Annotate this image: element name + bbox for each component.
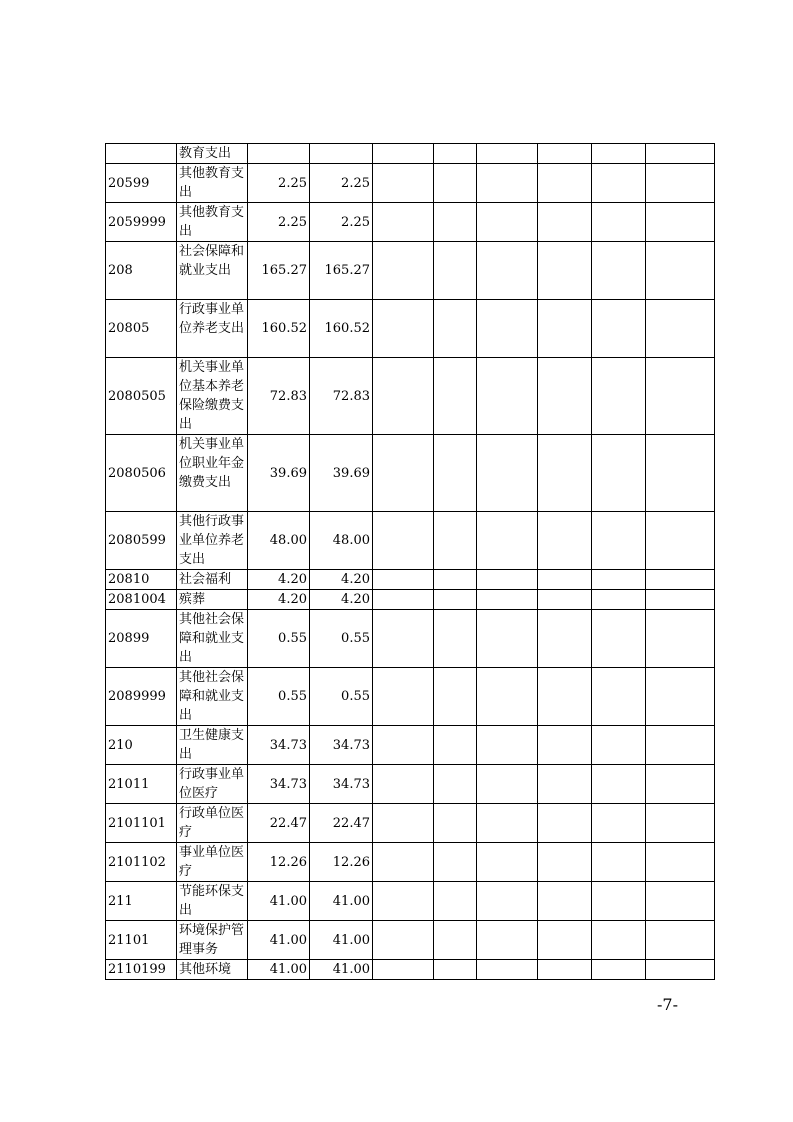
empty-cell xyxy=(373,300,434,358)
empty-cell xyxy=(373,610,434,668)
empty-cell xyxy=(592,570,646,590)
amount-basic: 12.26 xyxy=(310,843,373,882)
empty-cell xyxy=(373,203,434,242)
empty-cell xyxy=(434,843,477,882)
item-name: 其他行政事业单位养老支出 xyxy=(177,512,248,570)
amount-basic: 34.73 xyxy=(310,765,373,804)
empty-cell xyxy=(592,590,646,610)
empty-cell xyxy=(646,960,715,980)
empty-cell xyxy=(646,242,715,300)
amount-basic: 72.83 xyxy=(310,358,373,435)
amount-total: 160.52 xyxy=(248,300,310,358)
amount-total: 41.00 xyxy=(248,882,310,921)
amount-total: 39.69 xyxy=(248,435,310,512)
empty-cell xyxy=(538,144,592,164)
empty-cell xyxy=(373,358,434,435)
empty-cell xyxy=(592,358,646,435)
empty-cell xyxy=(373,242,434,300)
amount-basic: 4.20 xyxy=(310,570,373,590)
empty-cell xyxy=(477,765,538,804)
item-name: 教育支出 xyxy=(177,144,248,164)
empty-cell xyxy=(477,164,538,203)
empty-cell xyxy=(646,668,715,726)
item-name: 其他教育支出 xyxy=(177,164,248,203)
empty-cell xyxy=(477,960,538,980)
item-code: 210 xyxy=(106,726,177,765)
item-code: 2080505 xyxy=(106,358,177,435)
table-row xyxy=(106,882,715,921)
item-name: 机关事业单位基本养老保险缴费支出 xyxy=(177,358,248,435)
table-row xyxy=(106,804,715,843)
empty-cell xyxy=(646,804,715,843)
empty-cell xyxy=(477,590,538,610)
empty-cell xyxy=(373,921,434,960)
empty-cell xyxy=(477,668,538,726)
amount-basic: 41.00 xyxy=(310,882,373,921)
empty-cell xyxy=(592,668,646,726)
item-name: 社会保障和就业支出 xyxy=(177,242,248,300)
empty-cell xyxy=(434,570,477,590)
table-row xyxy=(106,144,715,164)
item-name: 节能环保支出 xyxy=(177,882,248,921)
empty-cell xyxy=(477,921,538,960)
empty-cell xyxy=(646,570,715,590)
amount-basic: 22.47 xyxy=(310,804,373,843)
empty-cell xyxy=(646,765,715,804)
item-code: 21101 xyxy=(106,921,177,960)
item-code: 20599 xyxy=(106,164,177,203)
item-code: 2110199 xyxy=(106,960,177,980)
amount-basic xyxy=(310,144,373,164)
amount-total: 41.00 xyxy=(248,921,310,960)
empty-cell xyxy=(373,804,434,843)
item-name: 行政事业单位养老支出 xyxy=(177,300,248,358)
amount-total: 34.73 xyxy=(248,726,310,765)
empty-cell xyxy=(373,570,434,590)
empty-cell xyxy=(434,242,477,300)
item-code xyxy=(106,144,177,164)
item-name: 行政单位医疗 xyxy=(177,804,248,843)
item-name: 其他社会保障和就业支出 xyxy=(177,668,248,726)
amount-total: 48.00 xyxy=(248,512,310,570)
table-row xyxy=(106,242,715,300)
table-row xyxy=(106,203,715,242)
empty-cell xyxy=(538,765,592,804)
empty-cell xyxy=(538,358,592,435)
amount-basic: 34.73 xyxy=(310,726,373,765)
empty-cell xyxy=(538,610,592,668)
amount-basic: 41.00 xyxy=(310,960,373,980)
empty-cell xyxy=(477,300,538,358)
empty-cell xyxy=(434,765,477,804)
empty-cell xyxy=(477,843,538,882)
empty-cell xyxy=(477,242,538,300)
empty-cell xyxy=(373,960,434,980)
empty-cell xyxy=(538,570,592,590)
empty-cell xyxy=(592,804,646,843)
table-row xyxy=(106,921,715,960)
empty-cell xyxy=(477,358,538,435)
empty-cell xyxy=(477,804,538,843)
empty-cell xyxy=(434,300,477,358)
empty-cell xyxy=(646,164,715,203)
empty-cell xyxy=(592,882,646,921)
empty-cell xyxy=(646,358,715,435)
empty-cell xyxy=(538,921,592,960)
empty-cell xyxy=(592,435,646,512)
empty-cell xyxy=(646,921,715,960)
item-name: 社会福利 xyxy=(177,570,248,590)
empty-cell xyxy=(477,144,538,164)
empty-cell xyxy=(538,804,592,843)
empty-cell xyxy=(592,512,646,570)
empty-cell xyxy=(538,300,592,358)
empty-cell xyxy=(434,590,477,610)
amount-basic: 48.00 xyxy=(310,512,373,570)
item-code: 20899 xyxy=(106,610,177,668)
budget-table-container xyxy=(105,143,715,980)
amount-basic: 41.00 xyxy=(310,921,373,960)
item-name: 其他社会保障和就业支出 xyxy=(177,610,248,668)
empty-cell xyxy=(373,882,434,921)
amount-total: 72.83 xyxy=(248,358,310,435)
empty-cell xyxy=(538,590,592,610)
table-row xyxy=(106,610,715,668)
item-code: 2101101 xyxy=(106,804,177,843)
amount-total: 2.25 xyxy=(248,164,310,203)
item-code: 2059999 xyxy=(106,203,177,242)
empty-cell xyxy=(592,765,646,804)
empty-cell xyxy=(434,921,477,960)
amount-basic: 0.55 xyxy=(310,668,373,726)
empty-cell xyxy=(477,882,538,921)
empty-cell xyxy=(373,590,434,610)
amount-total: 2.25 xyxy=(248,203,310,242)
empty-cell xyxy=(592,242,646,300)
empty-cell xyxy=(646,300,715,358)
empty-cell xyxy=(434,144,477,164)
amount-basic: 2.25 xyxy=(310,164,373,203)
amount-total: 22.47 xyxy=(248,804,310,843)
table-row xyxy=(106,590,715,610)
empty-cell xyxy=(434,164,477,203)
table-row xyxy=(106,300,715,358)
empty-cell xyxy=(646,843,715,882)
table-row xyxy=(106,570,715,590)
empty-cell xyxy=(646,435,715,512)
table-row xyxy=(106,726,715,765)
empty-cell xyxy=(592,843,646,882)
budget-table xyxy=(105,143,715,980)
amount-basic: 160.52 xyxy=(310,300,373,358)
empty-cell xyxy=(646,610,715,668)
empty-cell xyxy=(538,668,592,726)
budget-table-body xyxy=(106,144,715,980)
empty-cell xyxy=(434,960,477,980)
empty-cell xyxy=(538,203,592,242)
item-code: 2101102 xyxy=(106,843,177,882)
empty-cell xyxy=(538,435,592,512)
empty-cell xyxy=(434,610,477,668)
empty-cell xyxy=(373,435,434,512)
empty-cell xyxy=(646,512,715,570)
table-row xyxy=(106,164,715,203)
empty-cell xyxy=(538,882,592,921)
item-name: 行政事业单位医疗 xyxy=(177,765,248,804)
item-code: 2080599 xyxy=(106,512,177,570)
empty-cell xyxy=(592,203,646,242)
amount-basic: 39.69 xyxy=(310,435,373,512)
empty-cell xyxy=(373,512,434,570)
empty-cell xyxy=(477,570,538,590)
empty-cell xyxy=(434,358,477,435)
amount-basic: 0.55 xyxy=(310,610,373,668)
empty-cell xyxy=(434,203,477,242)
item-name: 机关事业单位职业年金缴费支出 xyxy=(177,435,248,512)
amount-total: 0.55 xyxy=(248,668,310,726)
empty-cell xyxy=(592,300,646,358)
empty-cell xyxy=(434,804,477,843)
empty-cell xyxy=(373,765,434,804)
item-code: 2089999 xyxy=(106,668,177,726)
table-row xyxy=(106,960,715,980)
table-row xyxy=(106,668,715,726)
item-name: 殡葬 xyxy=(177,590,248,610)
item-name: 事业单位医疗 xyxy=(177,843,248,882)
item-name: 其他教育支出 xyxy=(177,203,248,242)
empty-cell xyxy=(373,726,434,765)
amount-total: 41.00 xyxy=(248,960,310,980)
amount-total: 4.20 xyxy=(248,570,310,590)
empty-cell xyxy=(592,164,646,203)
empty-cell xyxy=(538,843,592,882)
item-code: 211 xyxy=(106,882,177,921)
item-name: 环境保护管理事务 xyxy=(177,921,248,960)
empty-cell xyxy=(434,882,477,921)
empty-cell xyxy=(434,726,477,765)
empty-cell xyxy=(477,512,538,570)
amount-total: 165.27 xyxy=(248,242,310,300)
empty-cell xyxy=(373,843,434,882)
empty-cell xyxy=(477,435,538,512)
item-code: 2080506 xyxy=(106,435,177,512)
empty-cell xyxy=(538,960,592,980)
empty-cell xyxy=(592,726,646,765)
empty-cell xyxy=(646,726,715,765)
table-row xyxy=(106,843,715,882)
empty-cell xyxy=(592,144,646,164)
table-row xyxy=(106,512,715,570)
empty-cell xyxy=(373,164,434,203)
empty-cell xyxy=(477,610,538,668)
amount-basic: 2.25 xyxy=(310,203,373,242)
item-code: 20805 xyxy=(106,300,177,358)
empty-cell xyxy=(646,144,715,164)
item-name: 卫生健康支出 xyxy=(177,726,248,765)
empty-cell xyxy=(434,668,477,726)
item-code: 21011 xyxy=(106,765,177,804)
empty-cell xyxy=(538,164,592,203)
empty-cell xyxy=(646,590,715,610)
empty-cell xyxy=(434,435,477,512)
empty-cell xyxy=(646,203,715,242)
amount-total: 12.26 xyxy=(248,843,310,882)
empty-cell xyxy=(538,242,592,300)
amount-basic: 4.20 xyxy=(310,590,373,610)
empty-cell xyxy=(646,882,715,921)
empty-cell xyxy=(592,960,646,980)
empty-cell xyxy=(592,921,646,960)
item-code: 2081004 xyxy=(106,590,177,610)
empty-cell xyxy=(538,512,592,570)
table-row xyxy=(106,765,715,804)
table-row xyxy=(106,358,715,435)
empty-cell xyxy=(538,726,592,765)
table-row xyxy=(106,435,715,512)
item-code: 20810 xyxy=(106,570,177,590)
item-name: 其他环境 xyxy=(177,960,248,980)
empty-cell xyxy=(477,726,538,765)
item-code: 208 xyxy=(106,242,177,300)
amount-total: 4.20 xyxy=(248,590,310,610)
empty-cell xyxy=(434,512,477,570)
amount-total: 0.55 xyxy=(248,610,310,668)
page-number: -7- xyxy=(657,995,678,1014)
amount-total xyxy=(248,144,310,164)
empty-cell xyxy=(477,203,538,242)
amount-total: 34.73 xyxy=(248,765,310,804)
amount-basic: 165.27 xyxy=(310,242,373,300)
empty-cell xyxy=(373,144,434,164)
empty-cell xyxy=(373,668,434,726)
empty-cell xyxy=(592,610,646,668)
